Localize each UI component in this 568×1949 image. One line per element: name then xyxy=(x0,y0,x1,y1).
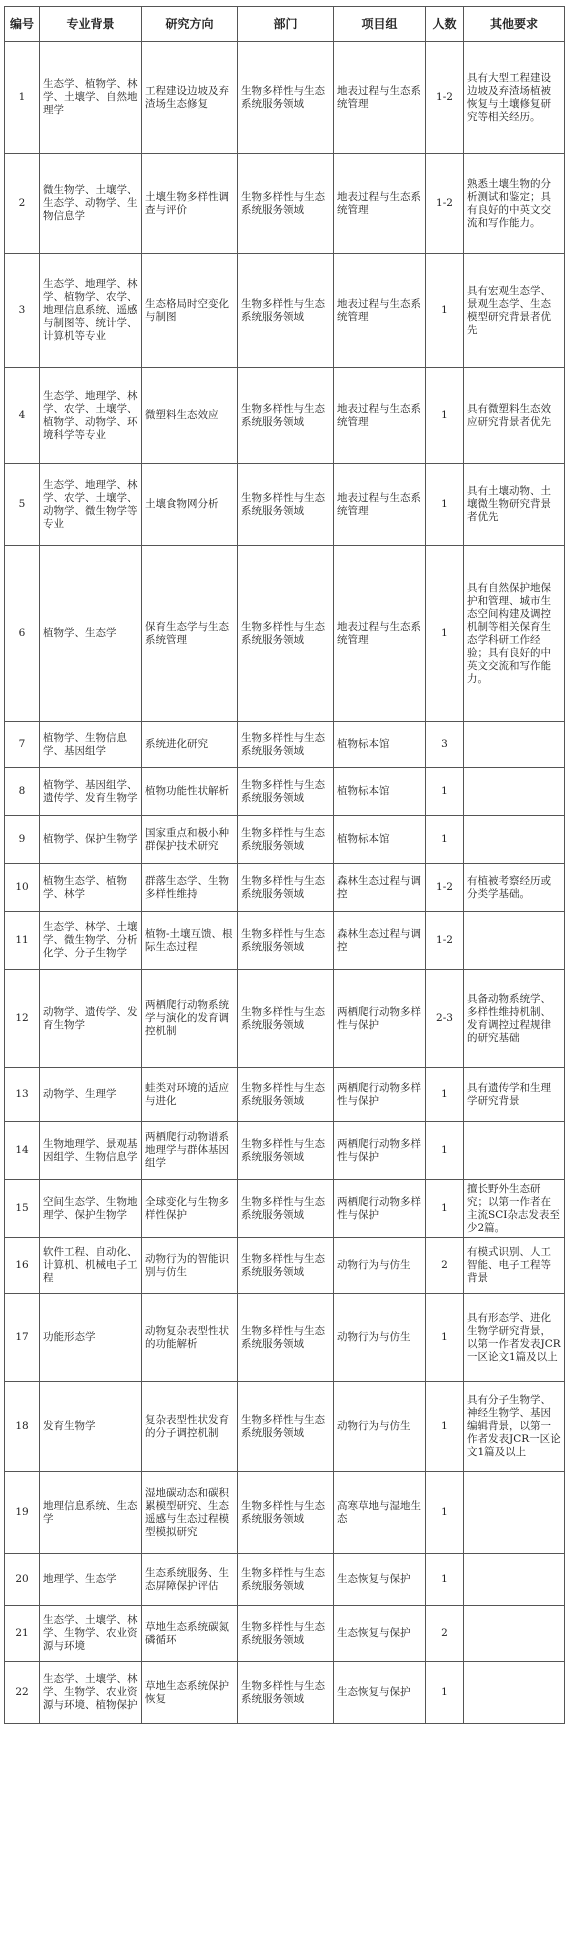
row-requirements xyxy=(464,722,565,768)
row-major: 生态学、土壤学、林学、生物学、农业资源与环境、植物保护 xyxy=(40,1662,142,1724)
row-id: 19 xyxy=(5,1472,40,1554)
header-direction: 研究方向 xyxy=(142,7,238,42)
row-count: 1 xyxy=(426,1472,464,1554)
row-direction: 国家重点和极小种群保护技术研究 xyxy=(142,816,238,864)
row-requirements: 具有宏观生态学、景观生态学、生态模型研究背景者优先 xyxy=(464,254,565,368)
row-requirements xyxy=(464,1662,565,1724)
row-dept: 生物多样性与生态系统服务领域 xyxy=(238,1662,334,1724)
row-major: 生态学、地理学、林学、农学、土壤学、动物学、微生物学等专业 xyxy=(40,464,142,546)
row-requirements: 擅长野外生态研究；以第一作者在主流SCI杂志发表至少2篇。 xyxy=(464,1180,565,1238)
table-row xyxy=(5,864,565,912)
row-count: 2-3 xyxy=(426,970,464,1068)
row-requirements: 具有自然保护地保护和管理、城市生态空间构建及调控机制等相关保育生态学科研工作经验；具有良好的中英文交流和写作能力。 xyxy=(464,546,565,722)
row-group: 生态恢复与保护 xyxy=(334,1554,426,1606)
row-group: 生态恢复与保护 xyxy=(334,1662,426,1724)
row-group: 森林生态过程与调控 xyxy=(334,864,426,912)
header-major: 专业背景 xyxy=(40,7,142,42)
row-group: 动物行为与仿生 xyxy=(334,1294,426,1382)
row-major: 动物学、生理学 xyxy=(40,1068,142,1122)
row-major: 植物学、生态学 xyxy=(40,546,142,722)
row-group: 生态恢复与保护 xyxy=(334,1606,426,1662)
row-count: 1 xyxy=(426,1294,464,1382)
row-requirements: 具有大型工程建设边坡及弃渣场植被恢复与土壤修复研究等相关经历。 xyxy=(464,42,565,154)
row-group: 两栖爬行动物多样性与保护 xyxy=(334,1122,426,1180)
row-direction: 全球变化与生物多样性保护 xyxy=(142,1180,238,1238)
row-dept: 生物多样性与生态系统服务领域 xyxy=(238,864,334,912)
row-direction: 生态格局时空变化与制图 xyxy=(142,254,238,368)
row-major: 生态学、地理学、林学、植物学、农学、地理信息系统、遥感与制图等、统计学、计算机等专业 xyxy=(40,254,142,368)
row-group: 植物标本馆 xyxy=(334,816,426,864)
row-dept: 生物多样性与生态系统服务领域 xyxy=(238,1472,334,1554)
table-row xyxy=(5,912,565,970)
row-direction: 草地生态系统保护恢复 xyxy=(142,1662,238,1724)
recruitment-table xyxy=(4,6,565,1724)
row-requirements xyxy=(464,768,565,816)
row-requirements: 熟悉土壤生物的分析测试和鉴定；具有良好的中英文交流和写作能力。 xyxy=(464,154,565,254)
table-row xyxy=(5,1382,565,1472)
row-count: 1 xyxy=(426,254,464,368)
table-row xyxy=(5,254,565,368)
row-id: 21 xyxy=(5,1606,40,1662)
row-count: 1 xyxy=(426,768,464,816)
table-body xyxy=(5,42,565,1724)
row-direction: 复杂表型性状发育的分子调控机制 xyxy=(142,1382,238,1472)
row-id: 12 xyxy=(5,970,40,1068)
row-major: 空间生态学、生物地理学、保护生物学 xyxy=(40,1180,142,1238)
row-direction: 动物行为的智能识别与仿生 xyxy=(142,1238,238,1294)
table-row xyxy=(5,768,565,816)
row-direction: 草地生态系统碳氮磷循环 xyxy=(142,1606,238,1662)
row-requirements xyxy=(464,1472,565,1554)
row-id: 22 xyxy=(5,1662,40,1724)
row-direction: 蛙类对环境的适应与进化 xyxy=(142,1068,238,1122)
row-major: 植物生态学、植物学、林学 xyxy=(40,864,142,912)
row-id: 5 xyxy=(5,464,40,546)
row-major: 生态学、林学、土壤学、微生物学、分析化学、分子生物学 xyxy=(40,912,142,970)
header-count: 人数 xyxy=(426,7,464,42)
row-major: 生态学、地理学、林学、农学、土壤学、植物学、动物学、环境科学等专业 xyxy=(40,368,142,464)
row-requirements xyxy=(464,912,565,970)
row-id: 17 xyxy=(5,1294,40,1382)
row-count: 1 xyxy=(426,464,464,546)
row-requirements xyxy=(464,1122,565,1180)
row-requirements xyxy=(464,1606,565,1662)
row-dept: 生物多样性与生态系统服务领域 xyxy=(238,816,334,864)
row-dept: 生物多样性与生态系统服务领域 xyxy=(238,546,334,722)
row-group: 地表过程与生态系统管理 xyxy=(334,154,426,254)
row-group: 地表过程与生态系统管理 xyxy=(334,546,426,722)
row-count: 2 xyxy=(426,1606,464,1662)
row-count: 1 xyxy=(426,1662,464,1724)
row-major: 发育生物学 xyxy=(40,1382,142,1472)
row-direction: 植物功能性状解析 xyxy=(142,768,238,816)
table-row xyxy=(5,722,565,768)
row-requirements: 有模式识别、人工智能、电子工程等背景 xyxy=(464,1238,565,1294)
table-row xyxy=(5,1472,565,1554)
row-dept: 生物多样性与生态系统服务领域 xyxy=(238,254,334,368)
row-id: 4 xyxy=(5,368,40,464)
row-requirements: 有植被考察经历或分类学基础。 xyxy=(464,864,565,912)
row-count: 1-2 xyxy=(426,154,464,254)
row-id: 7 xyxy=(5,722,40,768)
row-id: 13 xyxy=(5,1068,40,1122)
row-major: 植物学、生物信息学、基因组学 xyxy=(40,722,142,768)
row-count: 1 xyxy=(426,816,464,864)
row-group: 两栖爬行动物多样性与保护 xyxy=(334,1180,426,1238)
row-count: 1 xyxy=(426,1068,464,1122)
row-id: 2 xyxy=(5,154,40,254)
row-direction: 系统进化研究 xyxy=(142,722,238,768)
row-requirements: 具有遗传学和生理学研究背景 xyxy=(464,1068,565,1122)
recruitment-table-wrapper xyxy=(4,6,564,1724)
row-major: 生态学、土壤学、林学、生物学、农业资源与环境 xyxy=(40,1606,142,1662)
row-dept: 生物多样性与生态系统服务领域 xyxy=(238,912,334,970)
row-direction: 群落生态学、生物多样性维持 xyxy=(142,864,238,912)
row-dept: 生物多样性与生态系统服务领域 xyxy=(238,1122,334,1180)
table-row xyxy=(5,546,565,722)
row-group: 植物标本馆 xyxy=(334,768,426,816)
row-group: 森林生态过程与调控 xyxy=(334,912,426,970)
row-count: 1 xyxy=(426,1554,464,1606)
row-major: 功能形态学 xyxy=(40,1294,142,1382)
table-header-row xyxy=(5,7,565,42)
table-row xyxy=(5,970,565,1068)
row-direction: 微塑料生态效应 xyxy=(142,368,238,464)
row-id: 6 xyxy=(5,546,40,722)
row-major: 动物学、遗传学、发育生物学 xyxy=(40,970,142,1068)
row-major: 植物学、保护生物学 xyxy=(40,816,142,864)
table-row xyxy=(5,1662,565,1724)
row-direction: 动物复杂表型性状的功能解析 xyxy=(142,1294,238,1382)
table-row xyxy=(5,1294,565,1382)
table-row xyxy=(5,42,565,154)
table-row xyxy=(5,1554,565,1606)
row-count: 1-2 xyxy=(426,912,464,970)
row-direction: 植物-土壤互馈、根际生态过程 xyxy=(142,912,238,970)
row-dept: 生物多样性与生态系统服务领域 xyxy=(238,1554,334,1606)
table-row xyxy=(5,464,565,546)
row-direction: 湿地碳动态和碳积累模型研究、生态遥感与生态过程模型模拟研究 xyxy=(142,1472,238,1554)
row-count: 1 xyxy=(426,546,464,722)
row-dept: 生物多样性与生态系统服务领域 xyxy=(238,1606,334,1662)
row-major: 生物地理学、景观基因组学、生物信息学 xyxy=(40,1122,142,1180)
row-group: 两栖爬行动物多样性与保护 xyxy=(334,1068,426,1122)
row-requirements: 具备动物系统学、多样性维持机制、发育调控过程规律的研究基础 xyxy=(464,970,565,1068)
row-id: 9 xyxy=(5,816,40,864)
row-major: 地理信息系统、生态学 xyxy=(40,1472,142,1554)
row-id: 16 xyxy=(5,1238,40,1294)
table-row xyxy=(5,1122,565,1180)
row-dept: 生物多样性与生态系统服务领域 xyxy=(238,1382,334,1472)
row-requirements: 具有微塑料生态效应研究背景者优先 xyxy=(464,368,565,464)
row-count: 3 xyxy=(426,722,464,768)
table-row xyxy=(5,1606,565,1662)
row-direction: 工程建设边坡及弃渣场生态修复 xyxy=(142,42,238,154)
row-count: 1 xyxy=(426,1122,464,1180)
row-group: 两栖爬行动物多样性与保护 xyxy=(334,970,426,1068)
table-row xyxy=(5,1180,565,1238)
header-dept: 部门 xyxy=(238,7,334,42)
header-id: 编号 xyxy=(5,7,40,42)
row-group: 地表过程与生态系统管理 xyxy=(334,42,426,154)
row-dept: 生物多样性与生态系统服务领域 xyxy=(238,464,334,546)
row-group: 动物行为与仿生 xyxy=(334,1238,426,1294)
row-direction: 土壤生物多样性调查与评价 xyxy=(142,154,238,254)
row-direction: 两栖爬行动物系统学与演化的发育调控机制 xyxy=(142,970,238,1068)
row-id: 14 xyxy=(5,1122,40,1180)
row-count: 1 xyxy=(426,1382,464,1472)
header-requirements: 其他要求 xyxy=(464,7,565,42)
row-count: 1-2 xyxy=(426,864,464,912)
row-dept: 生物多样性与生态系统服务领域 xyxy=(238,970,334,1068)
row-major: 植物学、基因组学、遗传学、发育生物学 xyxy=(40,768,142,816)
row-dept: 生物多样性与生态系统服务领域 xyxy=(238,368,334,464)
row-major: 软件工程、自动化、计算机、机械电子工程 xyxy=(40,1238,142,1294)
row-requirements xyxy=(464,1554,565,1606)
row-dept: 生物多样性与生态系统服务领域 xyxy=(238,1068,334,1122)
row-dept: 生物多样性与生态系统服务领域 xyxy=(238,1238,334,1294)
row-major: 微生物学、土壤学、生态学、动物学、生物信息学 xyxy=(40,154,142,254)
row-requirements: 具有分子生物学、神经生物学、基因编辑背景，以第一作者发表JCR一区论文1篇及以上 xyxy=(464,1382,565,1472)
row-id: 20 xyxy=(5,1554,40,1606)
row-direction: 土壤食物网分析 xyxy=(142,464,238,546)
row-direction: 保育生态学与生态系统管理 xyxy=(142,546,238,722)
row-dept: 生物多样性与生态系统服务领域 xyxy=(238,1180,334,1238)
row-id: 10 xyxy=(5,864,40,912)
table-row xyxy=(5,368,565,464)
row-group: 动物行为与仿生 xyxy=(334,1382,426,1472)
header-group: 项目组 xyxy=(334,7,426,42)
row-major: 生态学、植物学、林学、土壤学、自然地理学 xyxy=(40,42,142,154)
row-dept: 生物多样性与生态系统服务领域 xyxy=(238,768,334,816)
row-group: 地表过程与生态系统管理 xyxy=(334,368,426,464)
row-requirements xyxy=(464,816,565,864)
row-count: 1-2 xyxy=(426,42,464,154)
row-group: 地表过程与生态系统管理 xyxy=(334,254,426,368)
row-direction: 两栖爬行动物谱系地理学与群体基因组学 xyxy=(142,1122,238,1180)
row-requirements: 具有土壤动物、土壤微生物研究背景者优先 xyxy=(464,464,565,546)
row-dept: 生物多样性与生态系统服务领域 xyxy=(238,722,334,768)
row-direction: 生态系统服务、生态屏障保护评估 xyxy=(142,1554,238,1606)
row-id: 8 xyxy=(5,768,40,816)
row-group: 地表过程与生态系统管理 xyxy=(334,464,426,546)
row-dept: 生物多样性与生态系统服务领域 xyxy=(238,154,334,254)
row-dept: 生物多样性与生态系统服务领域 xyxy=(238,42,334,154)
table-row xyxy=(5,154,565,254)
row-count: 2 xyxy=(426,1238,464,1294)
table-row xyxy=(5,1068,565,1122)
table-row xyxy=(5,1238,565,1294)
row-dept: 生物多样性与生态系统服务领域 xyxy=(238,1294,334,1382)
table-row xyxy=(5,816,565,864)
row-major: 地理学、生态学 xyxy=(40,1554,142,1606)
row-count: 1 xyxy=(426,368,464,464)
row-count: 1 xyxy=(426,1180,464,1238)
row-id: 11 xyxy=(5,912,40,970)
row-id: 3 xyxy=(5,254,40,368)
row-group: 高寒草地与湿地生态 xyxy=(334,1472,426,1554)
row-id: 15 xyxy=(5,1180,40,1238)
row-id: 18 xyxy=(5,1382,40,1472)
row-group: 植物标本馆 xyxy=(334,722,426,768)
row-id: 1 xyxy=(5,42,40,154)
row-requirements: 具有形态学、进化生物学研究背景，以第一作者发表JCR一区论文1篇及以上 xyxy=(464,1294,565,1382)
